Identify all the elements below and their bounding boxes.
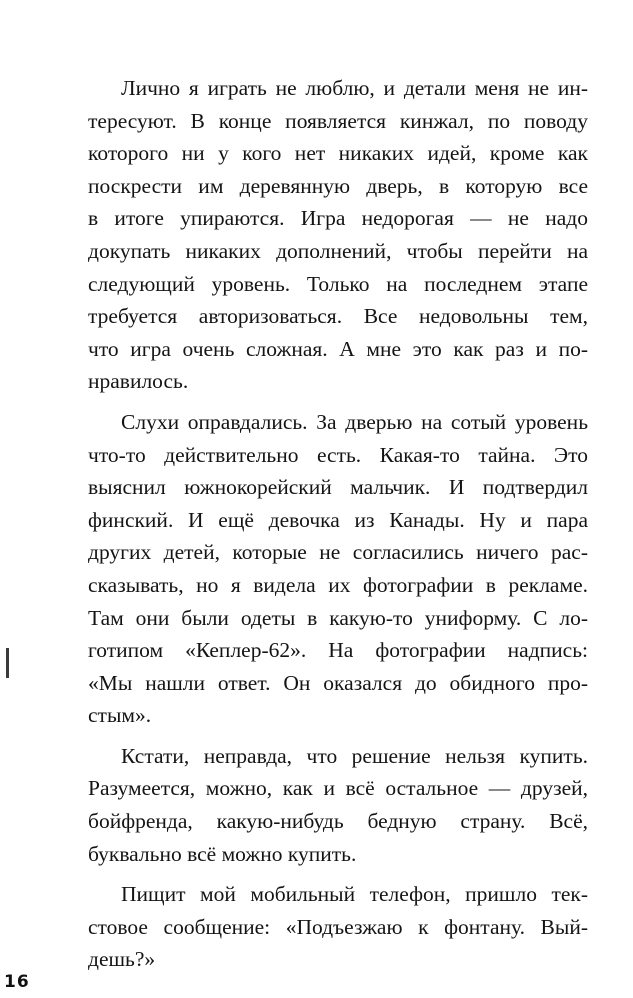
paragraph: [88, 406, 588, 732]
page-edge-mark: [6, 648, 9, 678]
text-line: Слухи оправдались. За дверью на сотый уровень: [121, 409, 588, 434]
text-line: требуется авторизоваться. Все недовольны тем,: [88, 304, 588, 329]
text-line: «Мы нашли ответ. Он оказался до обидного про-: [88, 670, 588, 695]
text-line: что игра очень сложная. А мне это как раз и по-: [88, 336, 588, 361]
text-line: бойфренда, какую-нибудь бедную страну. Всё,: [88, 809, 588, 834]
text-line: тересуют. В конце появляется кинжал, по поводу: [88, 108, 588, 133]
text-line: Пищит мой мобильный телефон, пришло тек-: [121, 882, 588, 907]
text-line: сказывать, но я видела их фотографии в рекламе.: [88, 572, 588, 597]
paragraph: [88, 878, 588, 976]
text-line: финский. И ещё девочка из Канады. Ну и пара: [88, 507, 588, 532]
text-line: нравилось.: [88, 369, 189, 394]
paragraph: [88, 72, 588, 398]
text-line: которого ни у кого нет никаких идей, кроме как: [88, 141, 588, 166]
text-line: докупать никаких дополнений, чтобы перейти на: [88, 238, 588, 263]
text-line: готипом «Кеплер-62». На фотографии надпись:: [88, 638, 588, 663]
text-line: дешь?»: [88, 947, 156, 972]
text-line: буквально всё можно купить.: [88, 841, 357, 866]
text-line: в итоге упираются. Игра недорогая — не надо: [88, 206, 588, 231]
body-text: [88, 72, 588, 976]
text-line: стым».: [88, 703, 152, 728]
text-line: что-то действительно есть. Какая-то тайна. Это: [88, 442, 588, 467]
text-line: следующий уровень. Только на последнем этапе: [88, 271, 588, 296]
paragraph: [88, 740, 588, 870]
text-line: стовое сообщение: «Подъезжаю к фонтану. Вый-: [88, 914, 588, 939]
text-line: поскрести им деревянную дверь, в которую все: [88, 173, 588, 198]
text-line: других детей, которые не согласились ничего рас-: [88, 540, 588, 565]
text-line: Разумеется, можно, как и всё остальное — друзей,: [88, 776, 588, 801]
text-line: Кстати, неправда, что решение нельзя купить.: [121, 743, 588, 768]
text-line: Там они были одеты в какую-то униформу. С ло-: [88, 605, 588, 630]
page-number: 16: [4, 972, 30, 992]
text-line: Лично я играть не люблю, и детали меня не ин-: [121, 76, 588, 100]
text-line: выяснил южнокорейский мальчик. И подтвердил: [88, 475, 588, 500]
